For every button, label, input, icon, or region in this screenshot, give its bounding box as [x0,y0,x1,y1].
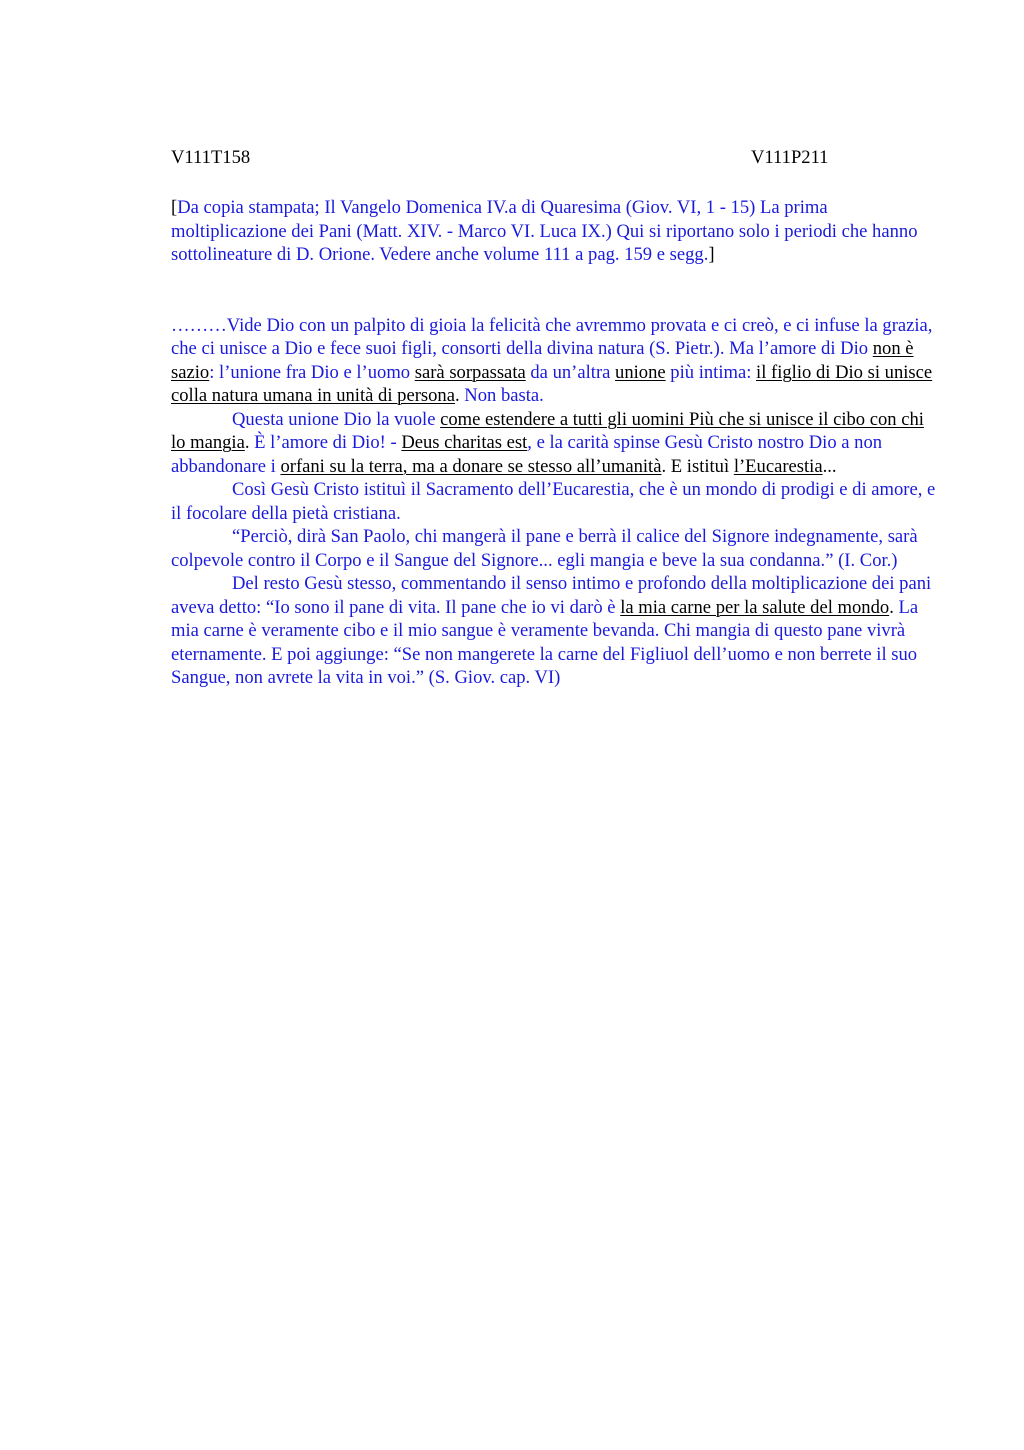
note-open-bracket: [ [171,197,178,218]
p1-underline-3: unione [615,361,666,383]
p5-text-1: Del resto Gesù stesso, commentando il senso intimo e profondo della moltiplicazione dei pani aveva detto: “Io sono il pane di vita. Il pane che io vi darò è [171,573,932,618]
paragraph-3: Così Gesù Cristo istituì il Sacramento dell’Eucarestia, che è un mondo di prodigi e di amore, e il focolare della pietà cristiana. [171,479,936,524]
p1-underline-2: sarà sorpassata [414,361,526,383]
p1-text-1: ………Vide Dio con un palpito di gioia la felicità che avremmo provata e ci creò, e ci infuse la grazia, che ci unisce a Dio e fece suoi figli, consorti della divina natura (S. Pietr.). Ma l’amore di Dio [171,314,933,359]
note-close-bracket: ] [708,244,715,265]
paragraph-4: “Perciò, dirà San Paolo, chi mangerà il pane e berrà il calice del Signore indegnamente, sarà colpevole contro il Corpo e il Sangue del Signore... egli mangia e beve la sua condanna.” (I. Cor.) [171,526,918,571]
paragraph-1 [171,314,936,408]
p1-text-5: Non basta. [459,385,544,406]
p1-period: . [454,385,460,406]
p1-text-4: più intima: [665,361,757,383]
p2-underline-3: orfani su la terra, ma a donare se stesso all’umanità [280,455,662,477]
note-text: Da copia stampata; Il Vangelo Domenica IV.a di Quaresima (Giov. VI, 1 - 15) La prima moltiplicazione dei Pani (Matt. XIV. - Marco VI. Luca IX.) Qui si riportano solo i periodi che hanno sottolineature di D. Orione. Vedere anche volume 111 a pag. 159 e segg. [171,197,918,265]
header-left-code: V111T158 [171,147,251,168]
p2-underline-2: Deus charitas est [401,432,528,453]
p1-text-2: : l’unione fra Dio e l’uomo [209,361,415,383]
p2-ellipsis: ... [822,455,837,477]
p1-underline-1: non è sazio [171,338,914,383]
p2-underline-4: l’Eucarestia [733,455,823,477]
p1-underline-4: il figlio di Dio si unisce colla natura umana in unità di persona [171,361,933,406]
p5-text-2: La mia carne è veramente cibo e il mio sangue è veramente bevanda. Chi mangia di questo pane vivrà eternamente. E poi aggiunge: “Se non mangerete la carne del Figliuol dell’uomo e non berrete il suo Sangue, non avrete la vita in voi.” (S. Giov. cap. VI) [171,596,919,688]
document-body [171,314,936,690]
editorial-note [171,196,936,267]
document-page [171,146,936,690]
p2-period: . [244,432,250,453]
p5-underline-1: la mia carne per la salute del mondo [620,596,890,618]
p2-text-3: , e la carità spinse Gesù Cristo nostro Dio a non abbandonare i [171,432,883,477]
p2-underline-1: come estendere a tutti gli uomini Più che si unisce il cibo con chi lo mangia [171,408,924,453]
p2-text-2: È l’amore di Dio! - [249,432,402,453]
p5-period: . [889,596,894,618]
paragraph-2 [171,408,936,479]
p2-text-1: Questa unione Dio la vuole [232,408,441,430]
p2-text-4: . E istituì [661,455,734,477]
p1-text-3: da un’altra [525,361,616,383]
header-right-code: V111P211 [751,147,829,168]
page-header [171,146,936,170]
paragraph-5 [171,572,936,690]
